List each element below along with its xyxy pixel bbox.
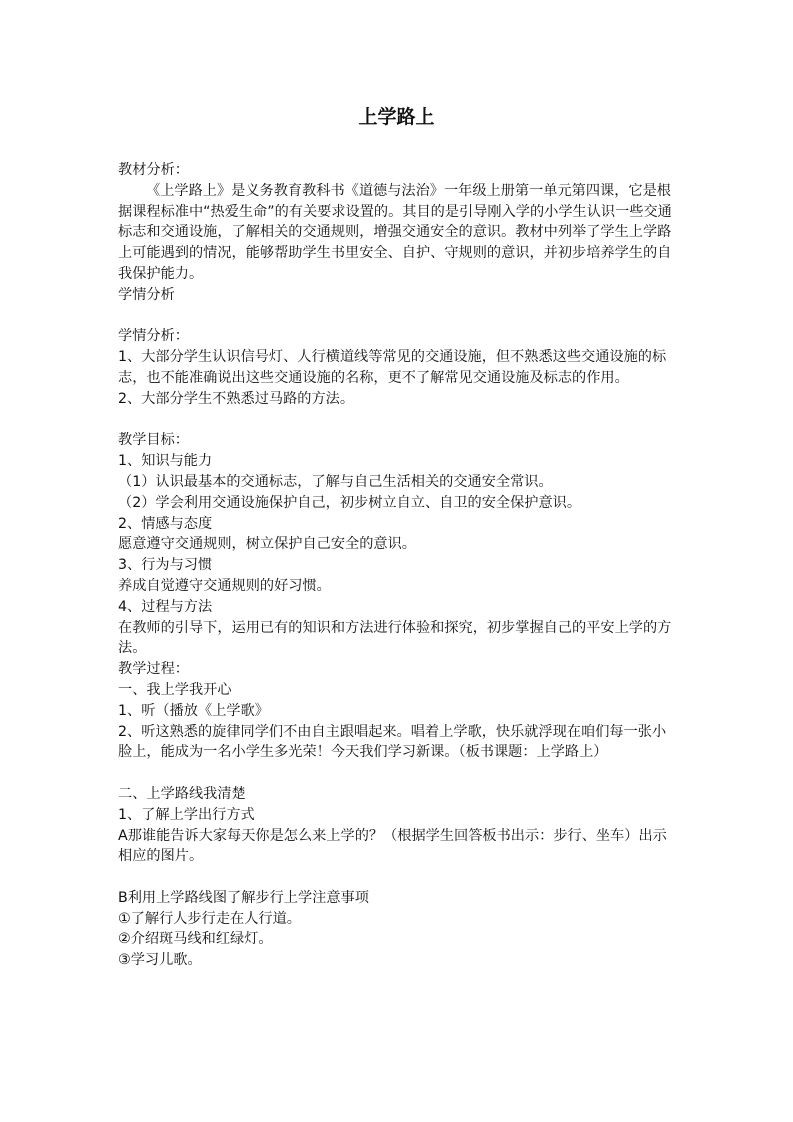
process-part-1-heading: 一、我上学我开心 [118, 681, 232, 698]
section-heading-teaching-goals: 教学目标： [118, 432, 189, 449]
paragraph-textbook-analysis: 《上学路上》是义务教育教科书《道德与法治》一年级上册第一单元第四课，它是根据课程标准中“热爱生命”的有关要求设置的。其目的是引导刚入学的小学生认识一些交通标志和交通设施，了解相关的交通规则，增强交通安全的意识。教材中列举了学生上学路上可能遇到的情况，能够帮助学生书里安全、自护、守规则的意识，并初步培养学生的自我保护能力。 [118, 182, 672, 282]
goal-item-2: （2）学会利用交通设施保护自己，初步树立自立、自卫的安全保护意识。 [118, 494, 582, 511]
goal-heading-knowledge: 1、知识与能力 [118, 453, 213, 470]
process-item-circled-1: ①了解行人步行走在人行道。 [118, 910, 301, 927]
paragraph-student-point-1: 1、大部分学生认识信号灯、人行横道线等常见的交通设施，但不熟悉这些交通设施的标志，也不能准确说出这些交通设施的名称，更不了解常见交通设施及标志的作用。 [118, 349, 667, 386]
section-heading-teaching-process: 教学过程： [118, 661, 189, 678]
goal-heading-behavior: 3、行为与习惯 [118, 557, 213, 574]
blank-line [118, 306, 678, 327]
process-part-2-step-1: 1、了解上学出行方式 [118, 806, 255, 823]
section-heading-student-analysis-detail: 学情分析： [118, 328, 189, 345]
goal-heading-process: 4、过程与方法 [118, 598, 213, 615]
goal-text-process: 在教师的引导下，运用已有的知识和方法进行体验和探究，初步掌握自己的平安上学的方法。 [118, 619, 672, 657]
process-part-1-step-1: 1、听（播放《上学歌》 [118, 702, 269, 719]
blank-line [118, 763, 678, 784]
process-part-2-heading: 二、上学路线我清楚 [118, 785, 246, 802]
blank-line [118, 410, 678, 431]
blank-line [118, 867, 678, 888]
paragraph-student-point-2: 2、大部分学生不熟悉过马路的方法。 [118, 390, 355, 407]
process-part-2-item-a: A那谁能告诉大家每天你是怎么来上学的？（根据学生回答板书出示：步行、坐车）出示相应的图片。 [118, 827, 667, 865]
process-item-circled-3: ③学习儿歌。 [118, 952, 202, 969]
process-part-1-step-2: 2、听这熟悉的旋律同学们不由自主跟唱起来。唱着上学歌，快乐就浮现在咱们每一张小脸上，能成为一名小学生多光荣！今天我们学习新课。（板书课题：上学路上） [118, 723, 667, 761]
process-part-2-item-b: B利用上学路线图了解步行上学注意事项 [118, 889, 369, 906]
goal-item-1: （1）认识最基本的交通标志，了解与自己生活相关的交通安全常识。 [118, 473, 553, 490]
section-heading-textbook-analysis: 教材分析： [118, 162, 189, 178]
goal-text-emotion: 愿意遵守交通规则，树立保护自己安全的意识。 [118, 536, 416, 553]
goal-heading-emotion: 2、情感与态度 [118, 515, 213, 532]
goal-text-behavior: 养成自觉遵守交通规则的好习惯。 [118, 577, 331, 594]
process-item-circled-2: ②介绍斑马线和红绿灯。 [118, 931, 273, 948]
document-title: 上学路上 [358, 106, 435, 128]
section-heading-student-analysis: 学情分析 [118, 286, 175, 303]
document-body [118, 160, 678, 971]
